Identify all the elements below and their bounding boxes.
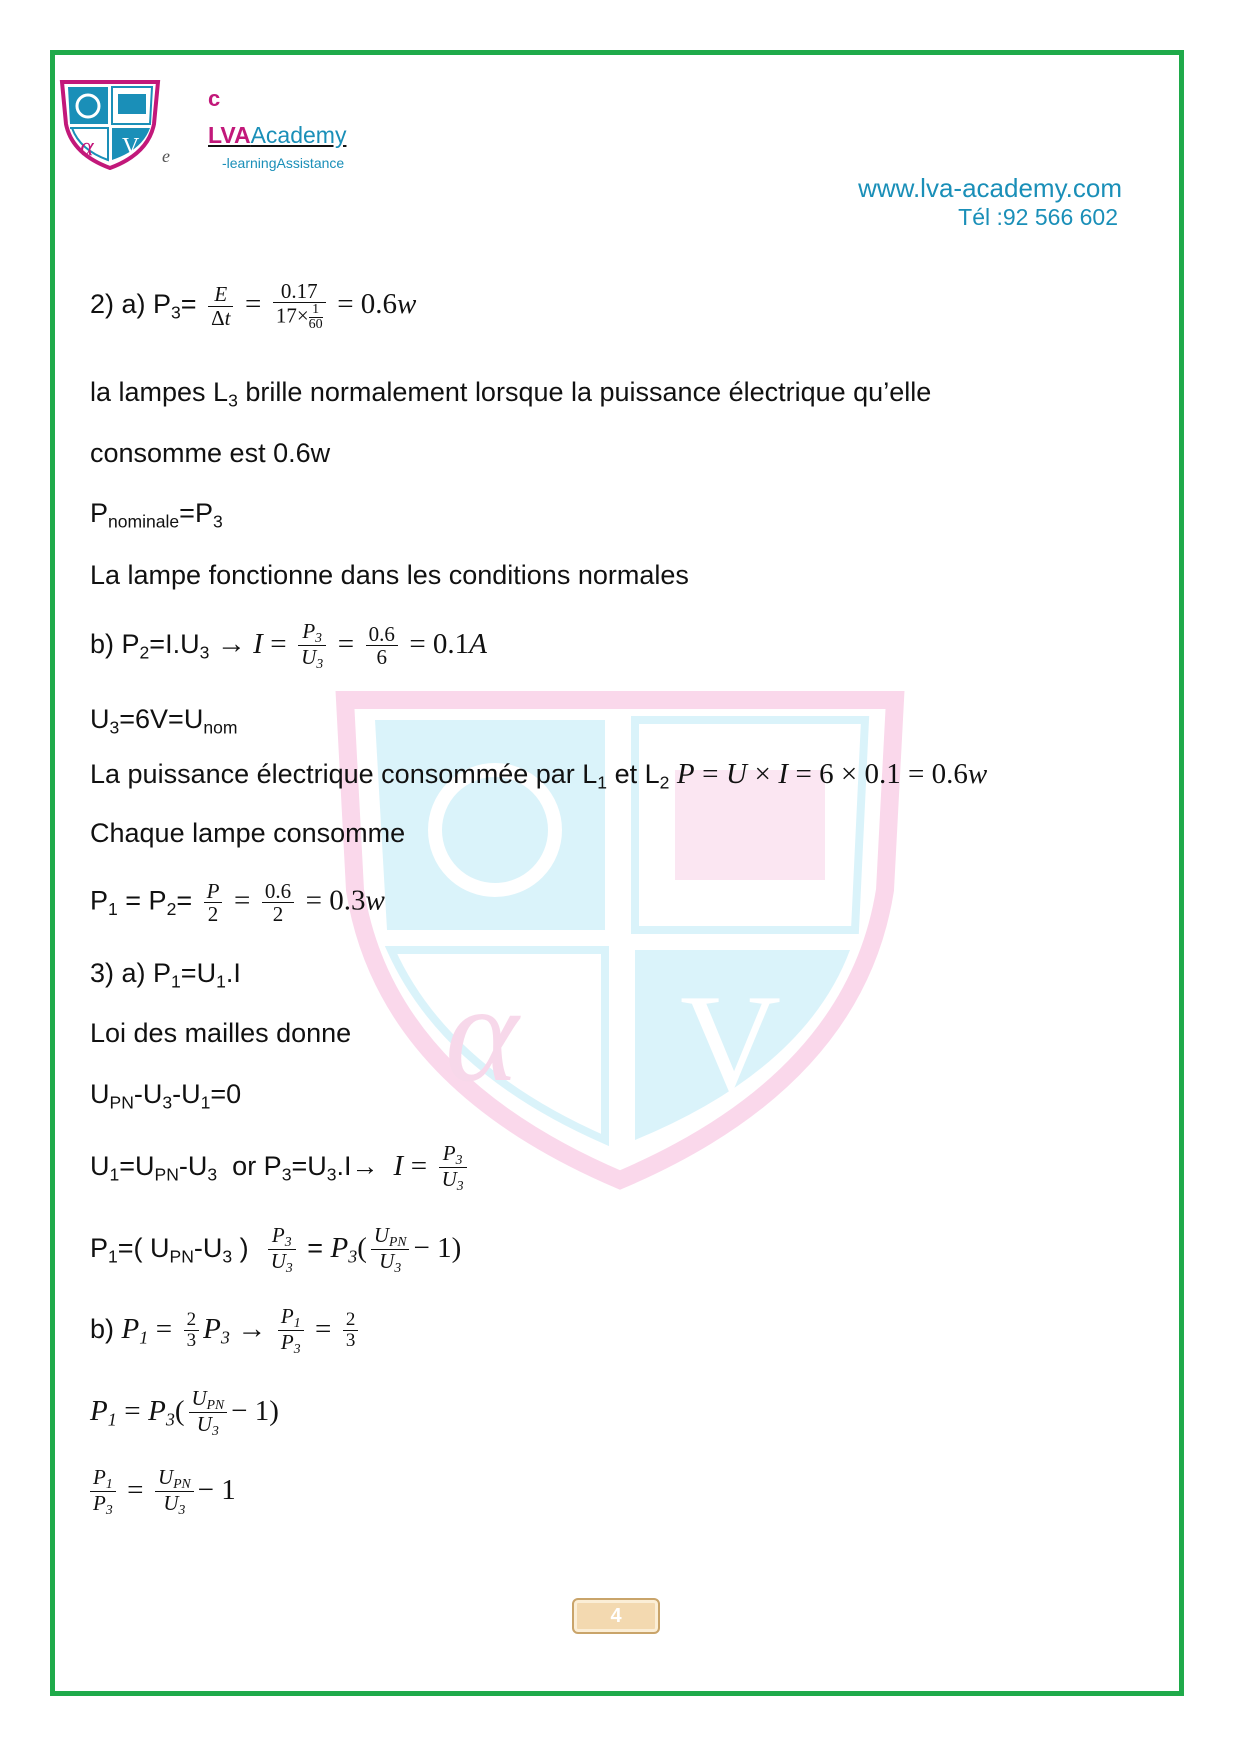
- sub-3: 3: [326, 1164, 337, 1185]
- fraction-p3-u3: $\frac{P_3}{U_3}$: [298, 620, 326, 672]
- line-lamp-l3: [90, 377, 931, 411]
- line-p1-p2: $P_1 = P_2=$ $\frac{P}{2}$ = $\frac{0.6}{2}$ = 0.3w: [90, 879, 385, 927]
- fraction-upn-u3: $\frac{U_{PN}}{U_3}$: [371, 1224, 410, 1276]
- text-minus-u: -U: [193, 1233, 223, 1264]
- sub-1: 1: [108, 898, 118, 919]
- sub-3: 3: [109, 717, 120, 738]
- sub-3: 3: [207, 1164, 218, 1185]
- text-brille: brille normalement lorsque la puissance électrique qu’elle: [237, 377, 932, 407]
- text-6v: =6V=U: [119, 704, 204, 734]
- sub-1: 1: [216, 971, 226, 992]
- text-u: U: [90, 1079, 110, 1109]
- text-open-paren-u: =( U: [117, 1233, 170, 1264]
- brand-name: [208, 122, 346, 149]
- text-minus-u: -U: [172, 1079, 201, 1109]
- sub-3: 3: [162, 1092, 173, 1113]
- sub-pn: PN: [109, 1092, 134, 1113]
- sub-3: 3: [212, 511, 223, 532]
- text-p: P: [90, 498, 109, 528]
- fraction-p1-p3: $\frac{P_1}{P_3}$: [90, 1466, 116, 1518]
- line-u3: [90, 704, 237, 738]
- sub-pn: PN: [154, 1164, 179, 1185]
- text-b: b): [90, 1314, 122, 1345]
- text-u: U: [90, 704, 110, 734]
- text-et-l: et L: [607, 759, 660, 789]
- text-b-p: b) P: [90, 629, 140, 660]
- line-p1-expression: $P_1=$( $U_{PN}-U_3$ ) $\frac{P_3}{U_3}$ = $P_3$( $\frac{U_{PN}}{U_3}$ − 1): [90, 1223, 462, 1276]
- brand-letter-c: c: [208, 86, 221, 111]
- sub-1: 1: [597, 772, 608, 793]
- fraction-06-6: $\frac{0.6}{6}$: [366, 623, 398, 668]
- fraction-p3-u3: $\frac{P_3}{U_3}$: [439, 1142, 467, 1194]
- sub-1: 1: [108, 1246, 118, 1267]
- line-chaque-lampe: Chaque lampe consomme: [90, 818, 406, 848]
- text-2a-p: 2) a) P: [90, 289, 172, 320]
- sub-3: 3: [222, 1246, 233, 1267]
- sub-nominale: nominale: [108, 511, 180, 532]
- text-eq-u: =U: [180, 958, 217, 988]
- line-mailles-eq: [90, 1079, 241, 1113]
- sub-2: 2: [659, 772, 670, 793]
- sub-1: 1: [200, 1092, 211, 1113]
- text-eq-p: = P: [117, 885, 167, 916]
- text-or-p: or P: [217, 1151, 282, 1182]
- sub-2: 2: [166, 898, 177, 919]
- sub-1: 1: [109, 1164, 120, 1185]
- fraction-e-dt: $\frac{E}{\Delta t}$: [208, 283, 233, 328]
- text-eq-u: =U: [291, 1151, 327, 1182]
- line-pnominale: [90, 498, 223, 532]
- text-3a-p: 3) a) P: [90, 958, 172, 988]
- text-close-paren: ): [232, 1233, 257, 1264]
- brand-tagline: -learningAssistance: [222, 155, 345, 171]
- line-consomme: consomme est 0.6w: [90, 438, 331, 468]
- text-puissance: La puissance électrique consommée par L: [90, 759, 598, 789]
- text-u: U: [90, 1151, 110, 1182]
- text-lampes: la lampes L: [90, 377, 229, 407]
- fraction-06-2: $\frac{0.6}{2}$: [262, 880, 294, 925]
- fraction-p3-u3: $\frac{P_3}{U_3}$: [268, 1224, 296, 1276]
- fraction-2-3: $\frac{2}{3}$: [343, 1310, 359, 1351]
- lva-academy-logo: [58, 78, 162, 170]
- text-eq: =: [299, 1233, 331, 1264]
- svg-text:V: V: [680, 966, 782, 1121]
- text-minus-u: -U: [133, 1079, 163, 1109]
- sub-3: 3: [199, 642, 210, 663]
- line-current-i: b) $P_2=I.U_3 \to I$ = $\frac{P_3}{U_3}$ = $\frac{0.6}{6}$ = 0.1A: [90, 619, 487, 672]
- sub-2: 2: [139, 642, 150, 663]
- svg-text:α: α: [80, 132, 94, 161]
- sub-nom: nom: [203, 717, 238, 738]
- text-p: P: [90, 1233, 109, 1264]
- fraction-017: 0.17 17× $\frac{1}{60}$: [273, 280, 326, 332]
- fraction-p1-p3: $\frac{P_1}{P_3}$: [278, 1305, 304, 1357]
- text-eq: =P: [179, 498, 213, 528]
- line-puissance-l1-l2: La puissance électrique consommée par $L_1$ et $L_2$ P = U × I = 6 × 0.1 = 0.6w: [90, 758, 988, 793]
- fraction-2-3: $\frac{2}{3}$: [184, 1310, 200, 1351]
- brand-letter-e: e: [162, 146, 170, 166]
- page-number: 4: [572, 1598, 660, 1634]
- line-ratio-formula: $\frac{P_1}{P_3}$ = $\frac{U_{PN}}{U_3}$ − 1: [90, 1466, 236, 1518]
- fraction-p-2: $\frac{P}{2}$: [204, 880, 223, 925]
- svg-text:V: V: [122, 134, 140, 160]
- line-loi-mailles: Loi des mailles donne: [90, 1018, 352, 1048]
- line-u1-expression: $U_1=U_{PN}-U_3$ or $P_3=U_3.I\to I$ = $\frac{P_3}{U_3}$: [90, 1142, 471, 1194]
- sub-3: 3: [228, 390, 238, 411]
- sub-1: 1: [171, 971, 181, 992]
- sub-3: 3: [281, 1164, 292, 1185]
- text-eq-u: =U: [119, 1151, 155, 1182]
- text-i-arrow: .I→: [336, 1151, 387, 1182]
- brand-academy: Academy: [250, 122, 347, 148]
- brand-lva: LVA: [208, 122, 251, 148]
- website-link[interactable]: www.lva-academy.com: [858, 173, 1122, 203]
- text-i: .I: [225, 958, 241, 988]
- line-3b: b) $P_1$ = $\frac{2}{3}$ $P_3$ → $\frac{P_1}{P_3}$ = $\frac{2}{3}$: [90, 1305, 362, 1357]
- text-p: P: [90, 885, 109, 916]
- fraction-upn-u3: $\frac{U_{PN}}{U_3}$: [189, 1387, 228, 1439]
- line-conditions: La lampe fonctionne dans les conditions normales: [90, 560, 689, 590]
- text-minus-u: -U: [178, 1151, 208, 1182]
- sub-3: 3: [171, 302, 181, 323]
- phone-number: Tél :92 566 602: [958, 204, 1118, 230]
- svg-text:α: α: [445, 956, 519, 1111]
- line-3a: [90, 958, 241, 992]
- sub-pn: PN: [169, 1246, 194, 1267]
- fraction-upn-u3: $\frac{U_{PN}}{U_3}$: [155, 1466, 194, 1518]
- line-power-p3: 2) a) $P_3=$ $\frac{E}{\Delta t}$ = 0.17 17× $\frac{1}{60}$ = 0.6w: [90, 279, 417, 333]
- text-eq-0: =0: [210, 1079, 242, 1109]
- text-iu: =I.U: [149, 629, 200, 660]
- line-p1-p3-formula: $P_1 = P_3$( $\frac{U_{PN}}{U_3}$ − 1): [90, 1386, 279, 1439]
